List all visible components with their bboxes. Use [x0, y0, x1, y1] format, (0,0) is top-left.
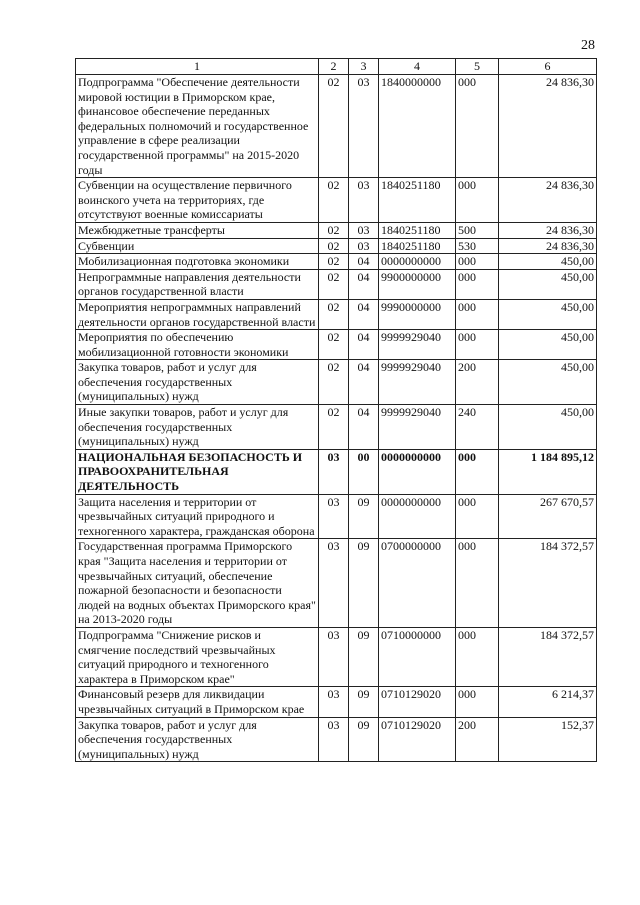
cell-rz: 02	[319, 405, 349, 450]
table-row	[76, 75, 597, 178]
cell-prz: 03	[349, 222, 379, 238]
column-header: 3	[349, 59, 379, 75]
cell-name: НАЦИОНАЛЬНАЯ БЕЗОПАСНОСТЬ И ПРАВООХРАНИТЕЛЬНАЯ ДЕЯТЕЛЬНОСТЬ	[76, 449, 319, 494]
table-row	[76, 627, 597, 686]
cell-prz: 04	[349, 254, 379, 270]
cell-sum: 450,00	[499, 269, 597, 299]
table-row	[76, 222, 597, 238]
cell-sum: 450,00	[499, 330, 597, 360]
cell-vr: 530	[456, 238, 499, 254]
cell-name: Субвенции	[76, 238, 319, 254]
cell-name: Межбюджетные трансферты	[76, 222, 319, 238]
cell-sum: 6 214,37	[499, 687, 597, 717]
table-row	[76, 330, 597, 360]
cell-prz: 03	[349, 178, 379, 223]
cell-prz: 04	[349, 330, 379, 360]
cell-vr: 000	[456, 627, 499, 686]
cell-vr: 000	[456, 330, 499, 360]
cell-name: Непрограммные направления деятельности органов государственной власти	[76, 269, 319, 299]
table-row	[76, 405, 597, 450]
cell-sum: 24 836,30	[499, 178, 597, 223]
table-header-row	[76, 59, 597, 75]
cell-name: Закупка товаров, работ и услуг для обеспечения государственных (муниципальных) нужд	[76, 717, 319, 762]
cell-csr: 0000000000	[379, 449, 456, 494]
cell-sum: 152,37	[499, 717, 597, 762]
cell-sum: 24 836,30	[499, 238, 597, 254]
cell-vr: 500	[456, 222, 499, 238]
cell-rz: 03	[319, 627, 349, 686]
cell-sum: 450,00	[499, 405, 597, 450]
cell-csr: 1840000000	[379, 75, 456, 178]
cell-rz: 03	[319, 449, 349, 494]
cell-vr: 000	[456, 494, 499, 539]
cell-sum: 24 836,30	[499, 75, 597, 178]
cell-name: Мероприятия по обеспечению мобилизационной готовности экономики	[76, 330, 319, 360]
cell-vr: 000	[456, 254, 499, 270]
column-header: 2	[319, 59, 349, 75]
cell-rz: 03	[319, 687, 349, 717]
cell-rz: 03	[319, 539, 349, 628]
cell-name: Закупка товаров, работ и услуг для обеспечения государственных (муниципальных) нужд	[76, 360, 319, 405]
cell-csr: 1840251180	[379, 222, 456, 238]
table-row	[76, 269, 597, 299]
cell-csr: 1840251180	[379, 178, 456, 223]
cell-sum: 450,00	[499, 360, 597, 405]
table-row	[76, 687, 597, 717]
cell-rz: 03	[319, 717, 349, 762]
cell-csr: 0710129020	[379, 687, 456, 717]
cell-csr: 0000000000	[379, 494, 456, 539]
cell-vr: 000	[456, 269, 499, 299]
cell-csr: 0710129020	[379, 717, 456, 762]
cell-name: Подпрограмма "Обеспечение деятельности мировой юстиции в Приморском крае, финансовое обеспечение переданных федеральных полномочий и государственное управление в сфере реализации государственной программы" на 2015-2020 годы	[76, 75, 319, 178]
table-row	[76, 494, 597, 539]
cell-vr: 000	[456, 75, 499, 178]
cell-prz: 09	[349, 627, 379, 686]
cell-rz: 02	[319, 330, 349, 360]
cell-csr: 9999929040	[379, 330, 456, 360]
column-header: 5	[456, 59, 499, 75]
cell-prz: 03	[349, 238, 379, 254]
cell-prz: 00	[349, 449, 379, 494]
cell-csr: 0700000000	[379, 539, 456, 628]
cell-rz: 02	[319, 178, 349, 223]
cell-vr: 000	[456, 687, 499, 717]
cell-vr: 240	[456, 405, 499, 450]
table-row	[76, 449, 597, 494]
cell-rz: 02	[319, 299, 349, 329]
page-number: 28	[581, 38, 595, 53]
table-row	[76, 717, 597, 762]
cell-vr: 000	[456, 539, 499, 628]
cell-prz: 03	[349, 75, 379, 178]
cell-rz: 03	[319, 494, 349, 539]
table-row	[76, 360, 597, 405]
cell-prz: 09	[349, 717, 379, 762]
cell-sum: 184 372,57	[499, 539, 597, 628]
cell-csr: 9990000000	[379, 299, 456, 329]
cell-name: Финансовый резерв для ликвидации чрезвычайных ситуаций в Приморском крае	[76, 687, 319, 717]
cell-rz: 02	[319, 75, 349, 178]
cell-rz: 02	[319, 360, 349, 405]
cell-sum: 1 184 895,12	[499, 449, 597, 494]
cell-name: Государственная программа Приморского края "Защита населения и территории от чрезвычайных ситуаций, обеспечение пожарной безопасности и безопасности людей на водных объектах Приморского края" на 2013-2020 годы	[76, 539, 319, 628]
cell-vr: 000	[456, 299, 499, 329]
cell-sum: 184 372,57	[499, 627, 597, 686]
cell-rz: 02	[319, 222, 349, 238]
budget-table	[75, 58, 597, 762]
cell-prz: 09	[349, 539, 379, 628]
cell-prz: 04	[349, 299, 379, 329]
cell-sum: 450,00	[499, 299, 597, 329]
cell-name: Мероприятия непрограммных направлений деятельности органов государственной власти	[76, 299, 319, 329]
table-row	[76, 178, 597, 223]
cell-rz: 02	[319, 269, 349, 299]
cell-prz: 04	[349, 269, 379, 299]
cell-csr: 9900000000	[379, 269, 456, 299]
cell-prz: 09	[349, 494, 379, 539]
cell-sum: 450,00	[499, 254, 597, 270]
cell-name: Субвенции на осуществление первичного воинского учета на территориях, где отсутствуют военные комиссариаты	[76, 178, 319, 223]
cell-csr: 1840251180	[379, 238, 456, 254]
column-header: 4	[379, 59, 456, 75]
cell-rz: 02	[319, 238, 349, 254]
cell-csr: 0710000000	[379, 627, 456, 686]
cell-prz: 04	[349, 360, 379, 405]
cell-vr: 200	[456, 717, 499, 762]
cell-sum: 24 836,30	[499, 222, 597, 238]
cell-name: Мобилизационная подготовка экономики	[76, 254, 319, 270]
cell-csr: 0000000000	[379, 254, 456, 270]
cell-vr: 000	[456, 449, 499, 494]
column-header: 6	[499, 59, 597, 75]
table-row	[76, 539, 597, 628]
cell-csr: 9999929040	[379, 360, 456, 405]
cell-vr: 000	[456, 178, 499, 223]
table-row	[76, 238, 597, 254]
cell-prz: 04	[349, 405, 379, 450]
cell-vr: 200	[456, 360, 499, 405]
cell-name: Подпрограмма "Снижение рисков и смягчение последствий чрезвычайных ситуаций природного и техногенного характера в Приморском крае"	[76, 627, 319, 686]
cell-name: Иные закупки товаров, работ и услуг для обеспечения государственных (муниципальных) нужд	[76, 405, 319, 450]
table-row	[76, 254, 597, 270]
column-header: 1	[76, 59, 319, 75]
cell-rz: 02	[319, 254, 349, 270]
table-row	[76, 299, 597, 329]
cell-name: Защита населения и территории от чрезвычайных ситуаций природного и техногенного характера, гражданская оборона	[76, 494, 319, 539]
cell-csr: 9999929040	[379, 405, 456, 450]
cell-prz: 09	[349, 687, 379, 717]
cell-sum: 267 670,57	[499, 494, 597, 539]
